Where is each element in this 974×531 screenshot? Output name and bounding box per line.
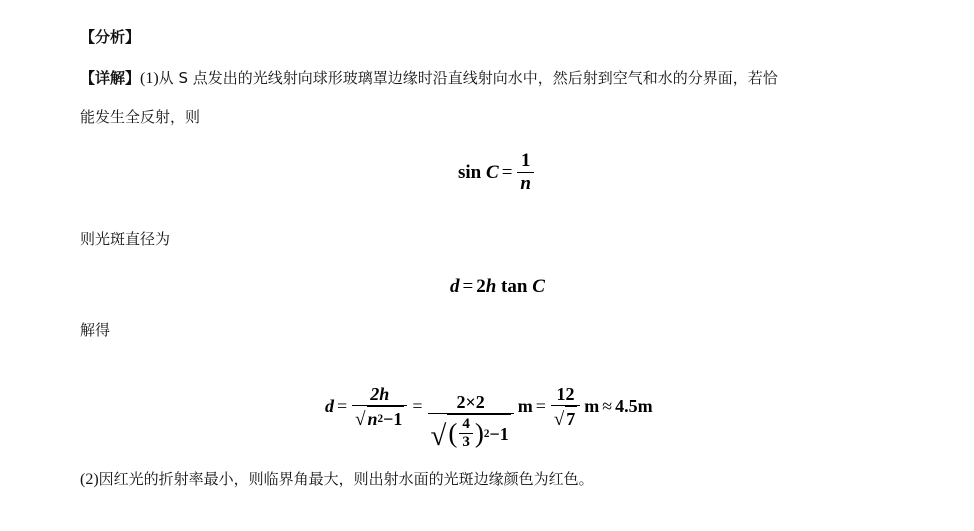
result-value: 4.5m [615,395,653,416]
numerator-12: 12 [556,383,575,404]
radicand: 7 [565,406,577,430]
numerator-2h: 2h [370,383,390,404]
detail-line-2 [80,107,200,127]
fraction-12-over-sqrt7 [551,383,580,430]
part2-number: (2) [80,471,99,488]
fraction-4-over-3 [459,416,473,451]
radical-sign: √ [553,408,565,430]
text-diameter-label: 则光斑直径为 [80,230,171,248]
equals-1: = [337,395,348,416]
formula-result [325,361,653,451]
right-paren: ) [474,418,484,448]
coef-2: 2 [476,276,486,297]
tan-fn: tan [501,276,528,297]
formula-d-2htanC [450,276,545,298]
formula-sinC [458,150,536,195]
fraction-2x2-over-sqrt [428,391,514,451]
detail-text-1: 从 S 点发出的光线射向球形玻璃罩边缘时沿直线射向水中，然后射到空气和水的分界面，若恰 [158,69,778,87]
radicand: ( $\frac{4}{3}$ ) 2 −1 [448,416,509,450]
denominator-sqrt7 [551,406,580,430]
var-d: d [450,276,460,297]
var-C: C [486,161,499,183]
fraction-2h-over-sqrt [352,383,407,430]
text-solve-label: 解得 [80,321,111,339]
unit-m-1: m [517,395,533,416]
sin-fn: sin [458,161,482,183]
unit-m-2: m [584,395,600,416]
denominator-sqrt-nested [428,414,514,451]
var-d: d [325,395,334,416]
inner-numerator: 4 [462,416,470,432]
sqrt-nested [431,414,511,451]
equals: = [501,161,513,183]
numerator-2x2: 2×2 [456,392,485,412]
sqrt-n2-minus-1 [355,406,404,430]
equals-2: = [412,395,423,416]
detail-text-2: 能发生全反射，则 [80,108,201,126]
radical-sign: √ [430,420,447,453]
part2-line [80,469,594,490]
text-diameter [80,229,170,249]
part2-text: 因红光的折射率最小，则临界角最大，则出射水面的光斑边缘颜色为红色。 [98,470,594,488]
equals: = [462,276,474,297]
inner-denominator: 3 [462,434,470,450]
minus-one: −1 [383,408,403,429]
var-h: h [485,276,497,297]
fraction-numerator: 1 [520,150,531,171]
sqrt-7 [554,406,577,430]
part1-number: (1) [140,70,159,87]
detail-label: 【详解】 [80,69,141,87]
analysis-heading-text: 【分析】 [80,28,141,46]
approx-sign: ≈ [602,395,613,416]
equals-3: = [535,395,546,416]
var-C: C [532,276,545,297]
denominator-sqrt [352,406,407,430]
text-solve [80,320,110,340]
analysis-heading [80,27,140,47]
radicand: n 2 −1 [367,406,405,430]
var-n: n [367,408,378,429]
left-paren: ( [448,418,458,448]
fraction-1-over-n [517,150,534,195]
detail-line-1 [80,68,778,89]
fraction-denominator: n [520,173,531,194]
radical-sign: √ [355,408,366,430]
minus-one: −1 [489,423,509,444]
